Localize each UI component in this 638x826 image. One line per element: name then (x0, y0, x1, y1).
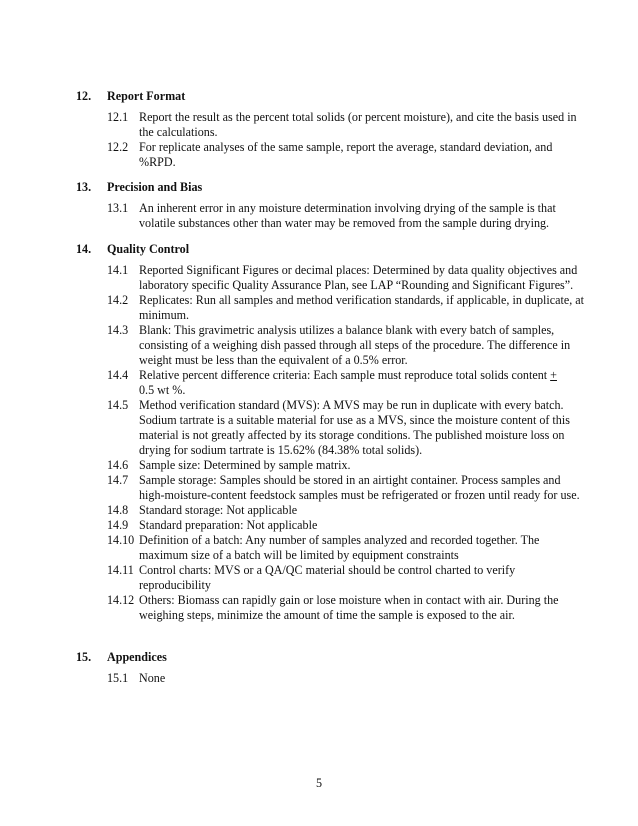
item-text: An inherent error in any moisture determination involving drying of the sample is that volatile substances other than water may be removed from the sample during drying. (139, 201, 556, 230)
item-text: For replicate analyses of the same sample, report the average, standard deviation, and %RPD. (139, 140, 553, 169)
section-title: Precision and Bias (107, 180, 203, 194)
list-item (76, 263, 589, 293)
item-text: None (139, 671, 166, 685)
section-number: 13. (76, 180, 92, 194)
section-number: 12. (76, 89, 92, 103)
section-title: Quality Control (107, 242, 190, 256)
item-text: Sample size: Determined by sample matrix. (139, 458, 351, 472)
list-item (76, 140, 589, 170)
list-item (76, 503, 589, 518)
section-quality-control (76, 242, 596, 623)
item-number: 14.12 (107, 593, 135, 607)
item-text: Replicates: Run all samples and method verification standards, if applicable, in duplicate, at minimum. (139, 293, 584, 322)
item-text-line: Relative percent difference criteria: Each sample must reproduce total solids content + (139, 368, 557, 382)
list-item (76, 293, 589, 323)
list-item (76, 110, 589, 140)
item-text (139, 368, 589, 398)
item-text: Report the result as the percent total solids (or percent moisture), and cite the basis used in the calculations. (139, 110, 577, 139)
item-text-continuation: 0.5 wt %. (139, 383, 186, 397)
list-item (76, 398, 589, 458)
item-text: Standard preparation: Not applicable (139, 518, 318, 532)
list-item (76, 368, 589, 398)
plus-minus-symbol: + (550, 368, 557, 382)
item-number: 14.9 (107, 518, 129, 532)
section-appendices (76, 650, 596, 686)
list-item (76, 201, 589, 231)
list-item (76, 518, 589, 533)
item-number: 12.1 (107, 110, 129, 124)
item-number: 12.2 (107, 140, 129, 154)
item-number: 15.1 (107, 671, 129, 685)
item-number: 14.1 (107, 263, 129, 277)
item-number: 14.6 (107, 458, 129, 472)
item-text: Blank: This gravimetric analysis utilizes a balance blank with every batch of samples, consisting of a weighing dish passed through all steps of the procedure. The difference in weight must be less than the equivalent of a 0.5% error. (139, 323, 571, 367)
section-heading (76, 89, 596, 104)
item-text: Reported Significant Figures or decimal places: Determined by data quality objectives and laboratory specific Quality Assurance Plan, see LAP “Rounding and Significant Figures”. (139, 263, 578, 292)
section-heading (76, 180, 596, 195)
section-title: Report Format (107, 89, 186, 103)
list-item (76, 323, 589, 368)
section-report-format (76, 89, 596, 170)
list-item (76, 533, 589, 563)
section-heading (76, 242, 596, 257)
section-number: 14. (76, 242, 92, 256)
section-precision-and-bias (76, 180, 596, 231)
section-number: 15. (76, 650, 92, 664)
list-item (76, 671, 589, 686)
item-number: 14.11 (107, 563, 134, 577)
item-number: 14.8 (107, 503, 129, 517)
list-item (76, 563, 589, 593)
item-number: 14.7 (107, 473, 129, 487)
section-heading (76, 650, 596, 665)
item-text: Control charts: MVS or a QA/QC material should be control charted to verify reproducibility (139, 563, 516, 592)
section-title: Appendices (107, 650, 167, 664)
item-text: Standard storage: Not applicable (139, 503, 298, 517)
item-text: Sample storage: Samples should be stored in an airtight container. Process samples and high-moisture-content feedstock samples must be refrigerated or frozen until ready for use. (139, 473, 580, 502)
item-text: Others: Biomass can rapidly gain or lose moisture when in contact with air. During the weighing steps, minimize the amount of time the sample is exposed to the air. (139, 593, 559, 622)
item-text: Definition of a batch: Any number of samples analyzed and recorded together. The maximum size of a batch will be limited by equipment constraints (139, 533, 540, 562)
item-number: 14.5 (107, 398, 129, 412)
item-number: 14.3 (107, 323, 129, 337)
item-number: 14.4 (107, 368, 129, 382)
item-number: 14.10 (107, 533, 135, 547)
page-number: 5 (315, 776, 323, 790)
list-item (76, 458, 589, 473)
item-number: 14.2 (107, 293, 129, 307)
item-number: 13.1 (107, 201, 129, 215)
item-text: Method verification standard (MVS): A MVS may be run in duplicate with every batch. Sodium tartrate is a suitable material for use as a MVS, since the moisture content of this material is not greatly affected by its storage conditions. The published moisture loss on drying for sodium tartrate is 15.62% (84.38% total solids). (139, 398, 570, 457)
list-item (76, 593, 589, 623)
list-item (76, 473, 589, 503)
